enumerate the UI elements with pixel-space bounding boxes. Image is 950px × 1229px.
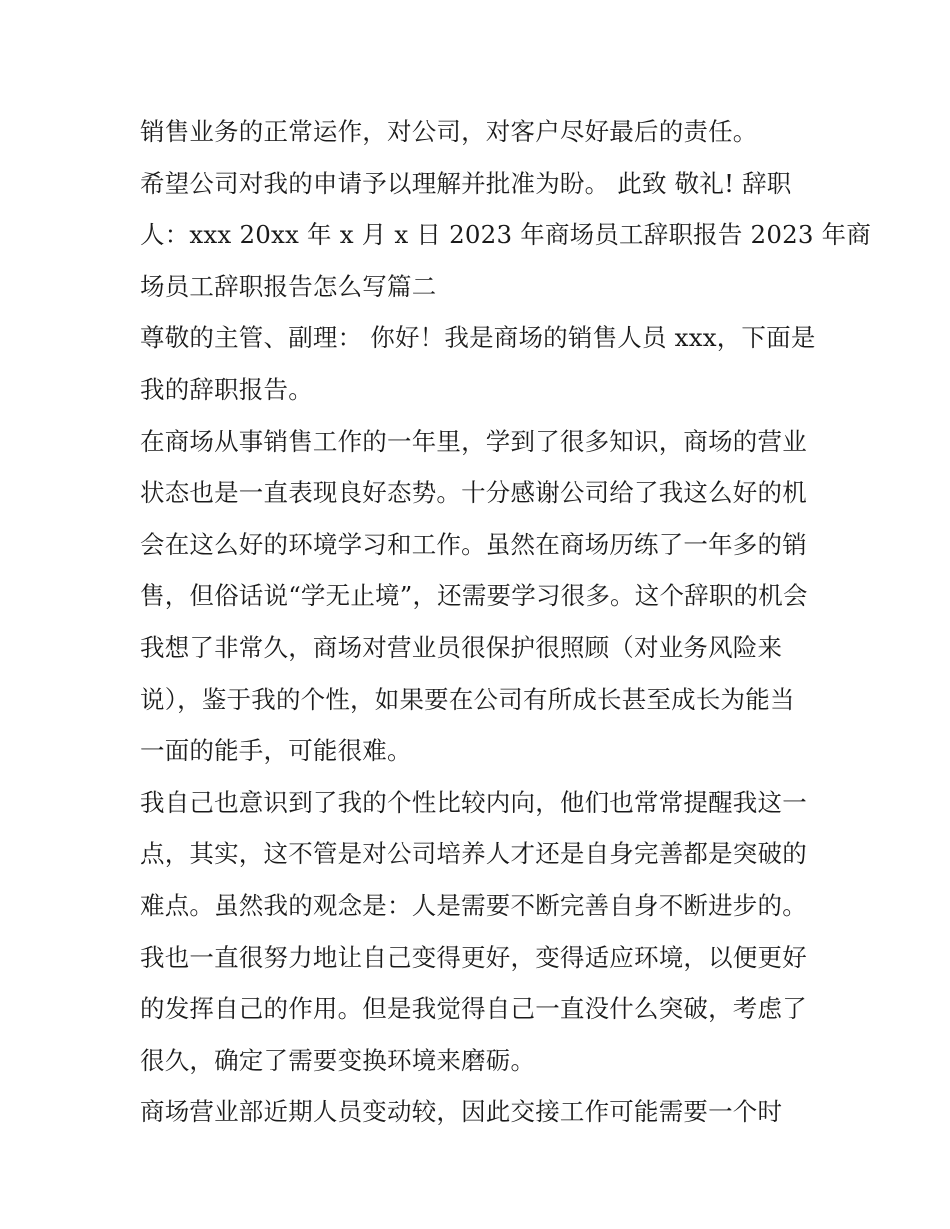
- text-line: 人：xxx 20xx 年 x 月 x 日 2023 年商场员工辞职报告 2023 年商: [140, 220, 872, 250]
- text-line: 会在这么好的环境学习和工作。虽然在商场历练了一年多的销: [140, 529, 807, 559]
- text-line: 说），鉴于我的个性，如果要在公司有所成长甚至成长为能当: [140, 684, 795, 714]
- text-line: 难点。虽然我的观念是：人是需要不断完善自身不断进步的。: [140, 890, 807, 920]
- text-line: 销售业务的正常运作，对公司，对客户尽好最后的责任。: [140, 117, 758, 146]
- text-line: 的发挥自己的作用。但是我觉得自己一直没什么突破，考虑了: [140, 994, 807, 1024]
- text-line: 希望公司对我的申请予以理解并批准为盼。 此致 敬礼! 辞职: [140, 168, 792, 198]
- text-line: 点，其实，这不管是对公司培养人才还是自身完善都是突破的: [140, 839, 807, 869]
- text-line: 状态也是一直表现良好态势。十分感谢公司给了我这么好的机: [140, 478, 807, 508]
- text-line: 一面的能手，可能很难。: [140, 736, 412, 766]
- text-line: 售，但俗话说“学无止境”，还需要学习很多。这个辞职的机会: [140, 581, 808, 611]
- text-line: 商场营业部近期人员变动较，因此交接工作可能需要一个时: [140, 1097, 783, 1127]
- text-line: 场员工辞职报告怎么写篇二: [140, 271, 437, 301]
- text-line: 我自己也意识到了我的个性比较内向，他们也常常提醒我这一: [140, 787, 807, 817]
- text-line: 很久，确定了需要变换环境来磨砺。: [140, 1045, 536, 1075]
- text-line: 尊敬的主管、副理： 你好！我是商场的销售人员 xxx，下面是: [140, 323, 816, 353]
- text-line: 我也一直很努力地让自己变得更好，变得适应环境，以便更好: [140, 942, 807, 972]
- text-line: 在商场从事销售工作的一年里，学到了很多知识，商场的营业: [140, 426, 807, 456]
- text-line: 我的辞职报告。: [140, 374, 313, 404]
- document-body: [140, 106, 872, 1138]
- text-line: 我想了非常久，商场对营业员很保护很照顾（对业务风险来: [140, 632, 783, 662]
